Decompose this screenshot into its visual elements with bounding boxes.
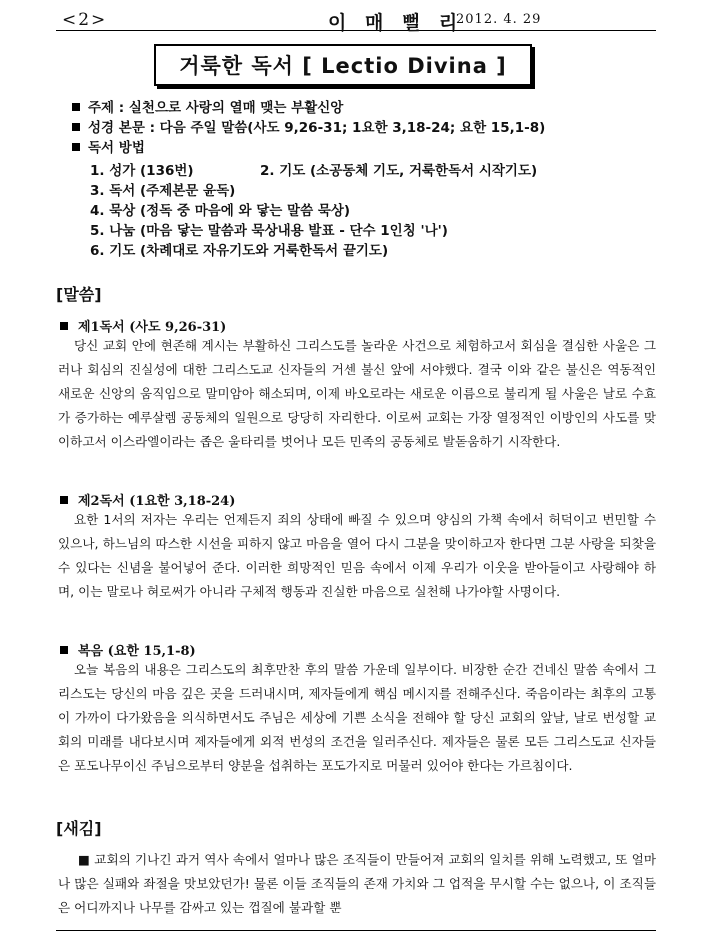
method-item: 3. 독서 (주제본문 윤독) bbox=[90, 183, 236, 199]
reading-text: 요한 1서의 저자는 우리는 언제든지 죄의 상태에 빠질 수 있으며 양심의 가책 속에서 허덕이고 번민할 수 있으나, 하느님의 따스한 시선을 피하지 않고 마음을 열어 다시 그분을 맞이하고자 한다면 그분 사랑을 되찾을 수 있다는 신념을 불어넣어 준다. 이러한 희망적인 믿음 속에서 이제 우리가 이웃을 받아들이고 사랑해야 하며, 이는 말로나 혀로써가 아니라 구체적 행동과 진실한 마음으로 실천해 나가야할 사명이다. bbox=[58, 512, 656, 599]
readings-line bbox=[72, 116, 672, 136]
bullet-icon bbox=[60, 496, 68, 504]
bullet-icon bbox=[60, 646, 68, 654]
method-item: 5. 나눔 (마음 닿는 말씀과 묵상내용 발표 - 단수 1인칭 '나') bbox=[90, 223, 448, 239]
method-title-line bbox=[72, 136, 672, 156]
page-header bbox=[56, 8, 656, 34]
reading-title: 복음 (요한 15,1-8) bbox=[60, 640, 196, 659]
bulletin-date: 2012. 4. 29 bbox=[456, 12, 542, 27]
title-box bbox=[154, 44, 532, 86]
section-heading-word: [말씀] bbox=[56, 285, 102, 304]
page-title: 거룩한 독서 [ Lectio Divina ] bbox=[179, 54, 507, 78]
section-heading-reflection: [새김] bbox=[56, 819, 102, 838]
method-item: 6. 기도 (차례대로 자유기도와 거룩한독서 끝기도) bbox=[90, 243, 389, 259]
bullet-icon bbox=[72, 123, 80, 131]
method-item: 1. 성가 (136번) bbox=[90, 163, 194, 179]
summary-block bbox=[72, 96, 672, 156]
bullet-icon bbox=[72, 143, 80, 151]
theme-text: 주제 : 실천으로 사랑의 열매 맺는 부활신앙 bbox=[88, 100, 344, 116]
method-title: 독서 방법 bbox=[88, 140, 145, 156]
bullet-icon bbox=[60, 322, 68, 330]
reflection-text: ■ 교회의 기나긴 과거 역사 속에서 얼마나 많은 조직들이 만들어져 교회의 일치를 위해 노력했고, 또 얼마나 많은 실패와 좌절을 맛보았던가! 물론 이들 조직들의 존재 가치와 그 업적을 무시할 수는 없으나, 이 조직들은 어디까지나 나무를 감싸고 있는 껍질에 불과할 뿐 bbox=[58, 852, 656, 915]
method-item: 2. 기도 (소공동체 기도, 거룩한독서 시작기도) bbox=[260, 163, 538, 179]
theme-line bbox=[72, 96, 672, 116]
reading-title: 제1독서 (사도 9,26-31) bbox=[60, 316, 226, 335]
readings-text: 성경 본문 : 다음 주일 말씀(사도 9,26-31; 1요한 3,18-24; 요한 15,1-8) bbox=[88, 120, 546, 136]
bulletin-name: 이 매 뻘 리 bbox=[328, 12, 464, 34]
method-item: 4. 묵상 (정독 중 마음에 와 닿는 말씀 묵상) bbox=[90, 203, 351, 219]
reading-title: 제2독서 (1요한 3,18-24) bbox=[60, 490, 235, 509]
page-number: <2> bbox=[62, 10, 108, 30]
bullet-icon bbox=[72, 103, 80, 111]
reading-text: 오늘 복음의 내용은 그리스도의 최후만찬 후의 말씀 가운데 일부이다. 비장한 순간 건네신 말씀 속에서 그리스도는 당신의 마음 깊은 곳을 드러내시며, 제자들에게 핵심 메시지를 전해주신다. 죽음이라는 최후의 고통이 가까이 다가왔음을 의식하면서도 주님은 세상에 기쁜 소식을 전해야 할 당신 교회의 앞날, 날로 번성할 교회의 미래를 내다보시며 제자들에게 외적 번성의 조건을 일러주신다. 제자들은 물론 모든 그리스도교 신자들은 포도나무이신 주님으로부터 양분을 섭취하는 포도가지로 머물러 있어야 한다는 가르침이다. bbox=[58, 662, 656, 773]
reading-text: 당신 교회 안에 현존해 계시는 부활하신 그리스도를 놀라운 사건으로 체험하고서 회심을 결심한 사울은 그러나 회심의 진실성에 대한 그리스도교 신자들의 거센 불신 앞에 서야했다. 결국 이와 같은 불신은 역동적인 새로운 신앙의 움직임으로 말미암아 해소되며, 이제 바오로라는 새로운 이름으로 불리게 될 사울은 날로 수효가 증가하는 예루살렘 공동체의 일원으로 당당히 자리한다. 이로써 교회는 가장 열정적인 이방인의 사도를 맞이하고서 이스라엘이라는 좁은 울타리를 벗어나 모든 민족의 공동체로 발돋움하기 시작한다. bbox=[58, 338, 656, 449]
bottom-divider bbox=[56, 930, 656, 931]
